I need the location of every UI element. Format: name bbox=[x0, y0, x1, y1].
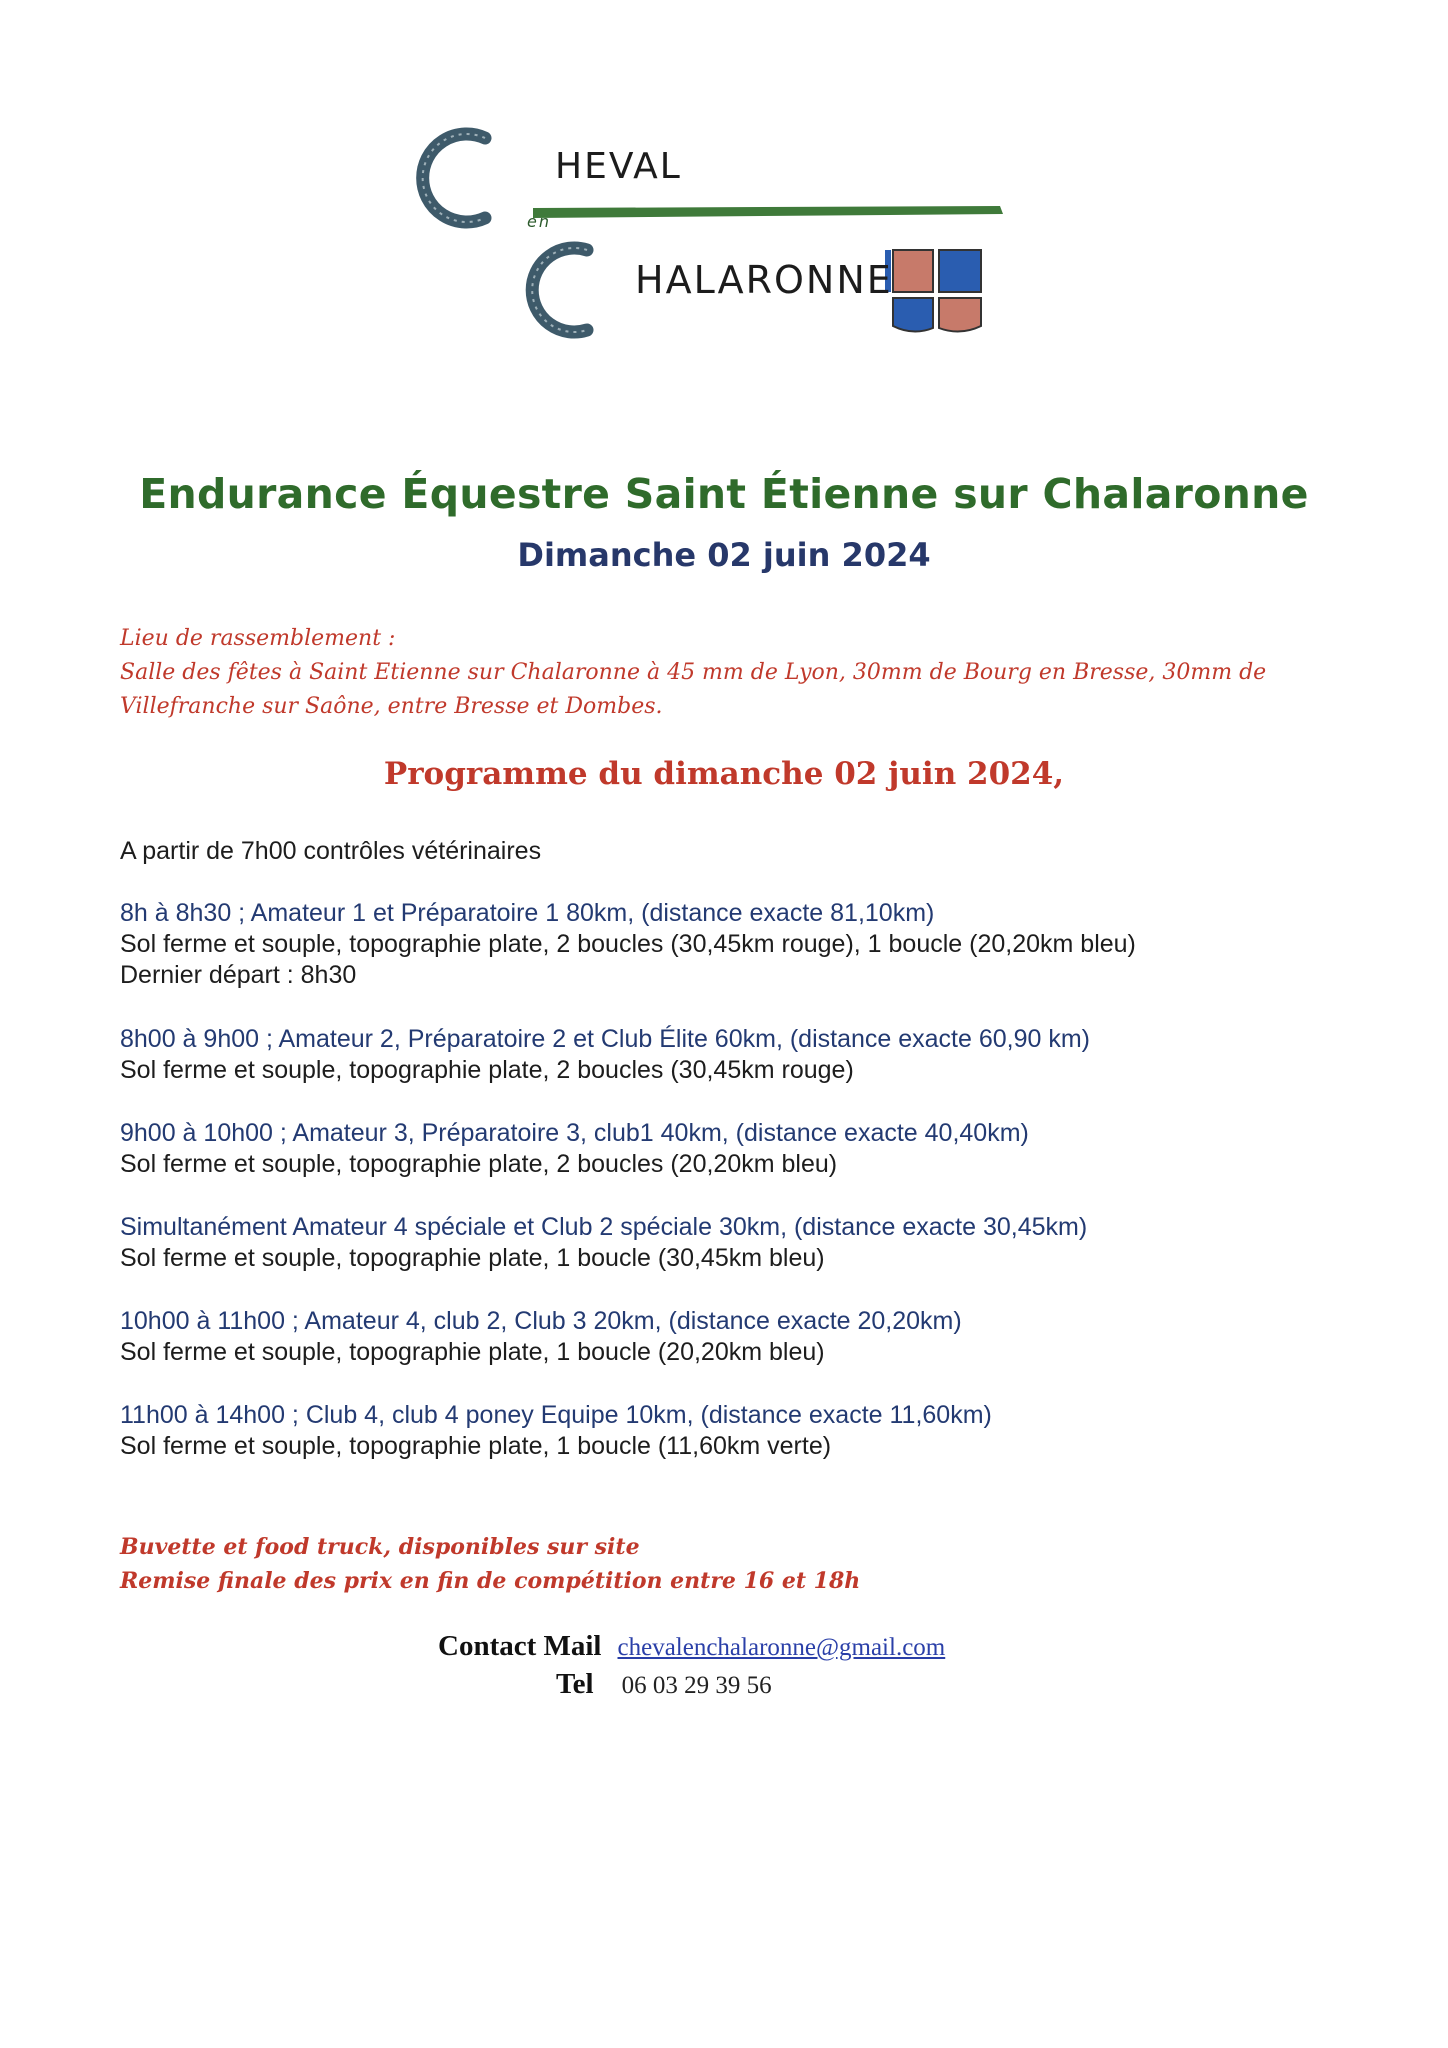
prize-info: Remise finale des prix en fin de compétition entre 16 et 18h bbox=[120, 1568, 861, 1594]
program-block-1-detail: Sol ferme et souple, topographie plate, 2 boucles (30,45km rouge), 1 boucle (20,20km bleu) bbox=[120, 930, 1136, 958]
contact-mail-row bbox=[438, 1630, 945, 1663]
contact-mail-link[interactable]: chevalenchalaronne@gmail.com bbox=[617, 1634, 946, 1661]
program-block-3-detail: Sol ferme et souple, topographie plate, 2 boucles (20,20km bleu) bbox=[120, 1150, 838, 1178]
program-block-5-head: 10h00 à 11h00 ; Amateur 4, club 2, Club 3 20km, (distance exacte 20,20km) bbox=[120, 1307, 962, 1335]
logo-word-halaronne: HALARONNE bbox=[635, 258, 893, 302]
intro-text: A partir de 7h00 contrôles vétérinaires bbox=[120, 837, 542, 865]
program-block-2 bbox=[120, 1024, 1360, 1086]
program-block-4-detail: Sol ferme et souple, topographie plate, 1 boucle (30,45km bleu) bbox=[120, 1244, 825, 1272]
program-block-4 bbox=[120, 1212, 1360, 1274]
extras-info bbox=[120, 1530, 1320, 1598]
meeting-place-line-1: Salle des fêtes à Saint Etienne sur Chalaronne à 45 mm de Lyon, 30mm de Bourg en Bresse, 30mm de bbox=[120, 660, 1267, 685]
cheval-en-chalaronne-logo bbox=[415, 120, 1005, 350]
logo-word-heval: HEVAL bbox=[555, 146, 682, 187]
event-date: Dimanche 02 juin 2024 bbox=[517, 536, 931, 574]
meeting-place-label: Lieu de rassemblement : bbox=[120, 626, 396, 651]
program-block-5-detail: Sol ferme et souple, topographie plate, 1 boucle (20,20km bleu) bbox=[120, 1338, 825, 1366]
program-block-4-head: Simultanément Amateur 4 spéciale et Club 2 spéciale 30km, (distance exacte 30,45km) bbox=[120, 1213, 1088, 1241]
meeting-place bbox=[120, 622, 1300, 724]
programme-title: Programme du dimanche 02 juin 2024, bbox=[383, 756, 1065, 792]
program-block-6-head: 11h00 à 14h00 ; Club 4, club 4 poney Equipe 10km, (distance exacte 11,60km) bbox=[120, 1401, 992, 1429]
food-info: Buvette et food truck, disponibles sur site bbox=[120, 1534, 640, 1560]
meeting-place-line-2: Villefranche sur Saône, entre Bresse et Dombes. bbox=[120, 694, 663, 719]
contact-tel-label: Tel bbox=[556, 1668, 594, 1700]
contact-tel-number: 06 03 29 39 56 bbox=[621, 1672, 772, 1699]
program-block-2-head: 8h00 à 9h00 ; Amateur 2, Préparatoire 2 et Club Élite 60km, (distance exacte 60,90 km) bbox=[120, 1025, 1090, 1053]
program-block-5 bbox=[120, 1306, 1360, 1368]
intro-line bbox=[120, 836, 1360, 867]
program-block-6-detail: Sol ferme et souple, topographie plate, 1 boucle (11,60km verte) bbox=[120, 1432, 832, 1460]
contact-mail-label: Contact Mail bbox=[438, 1630, 602, 1662]
program-block-1-head: 8h à 8h30 ; Amateur 1 et Préparatoire 1 80km, (distance exacte 81,10km) bbox=[120, 899, 935, 927]
logo-graphic bbox=[415, 120, 1005, 350]
program-block-2-detail: Sol ferme et souple, topographie plate, 2 boucles (30,45km rouge) bbox=[120, 1056, 854, 1084]
contact-tel-row bbox=[556, 1668, 772, 1701]
program-block-6 bbox=[120, 1400, 1360, 1462]
program-block-1 bbox=[120, 898, 1360, 991]
event-title: Endurance Équestre Saint Étienne sur Chalaronne bbox=[139, 470, 1309, 518]
program-block-1-extra: Dernier départ : 8h30 bbox=[120, 961, 357, 989]
program-block-3-head: 9h00 à 10h00 ; Amateur 3, Préparatoire 3, club1 40km, (distance exacte 40,40km) bbox=[120, 1119, 1029, 1147]
logo-word-en: en bbox=[527, 212, 551, 231]
program-block-3 bbox=[120, 1118, 1360, 1180]
